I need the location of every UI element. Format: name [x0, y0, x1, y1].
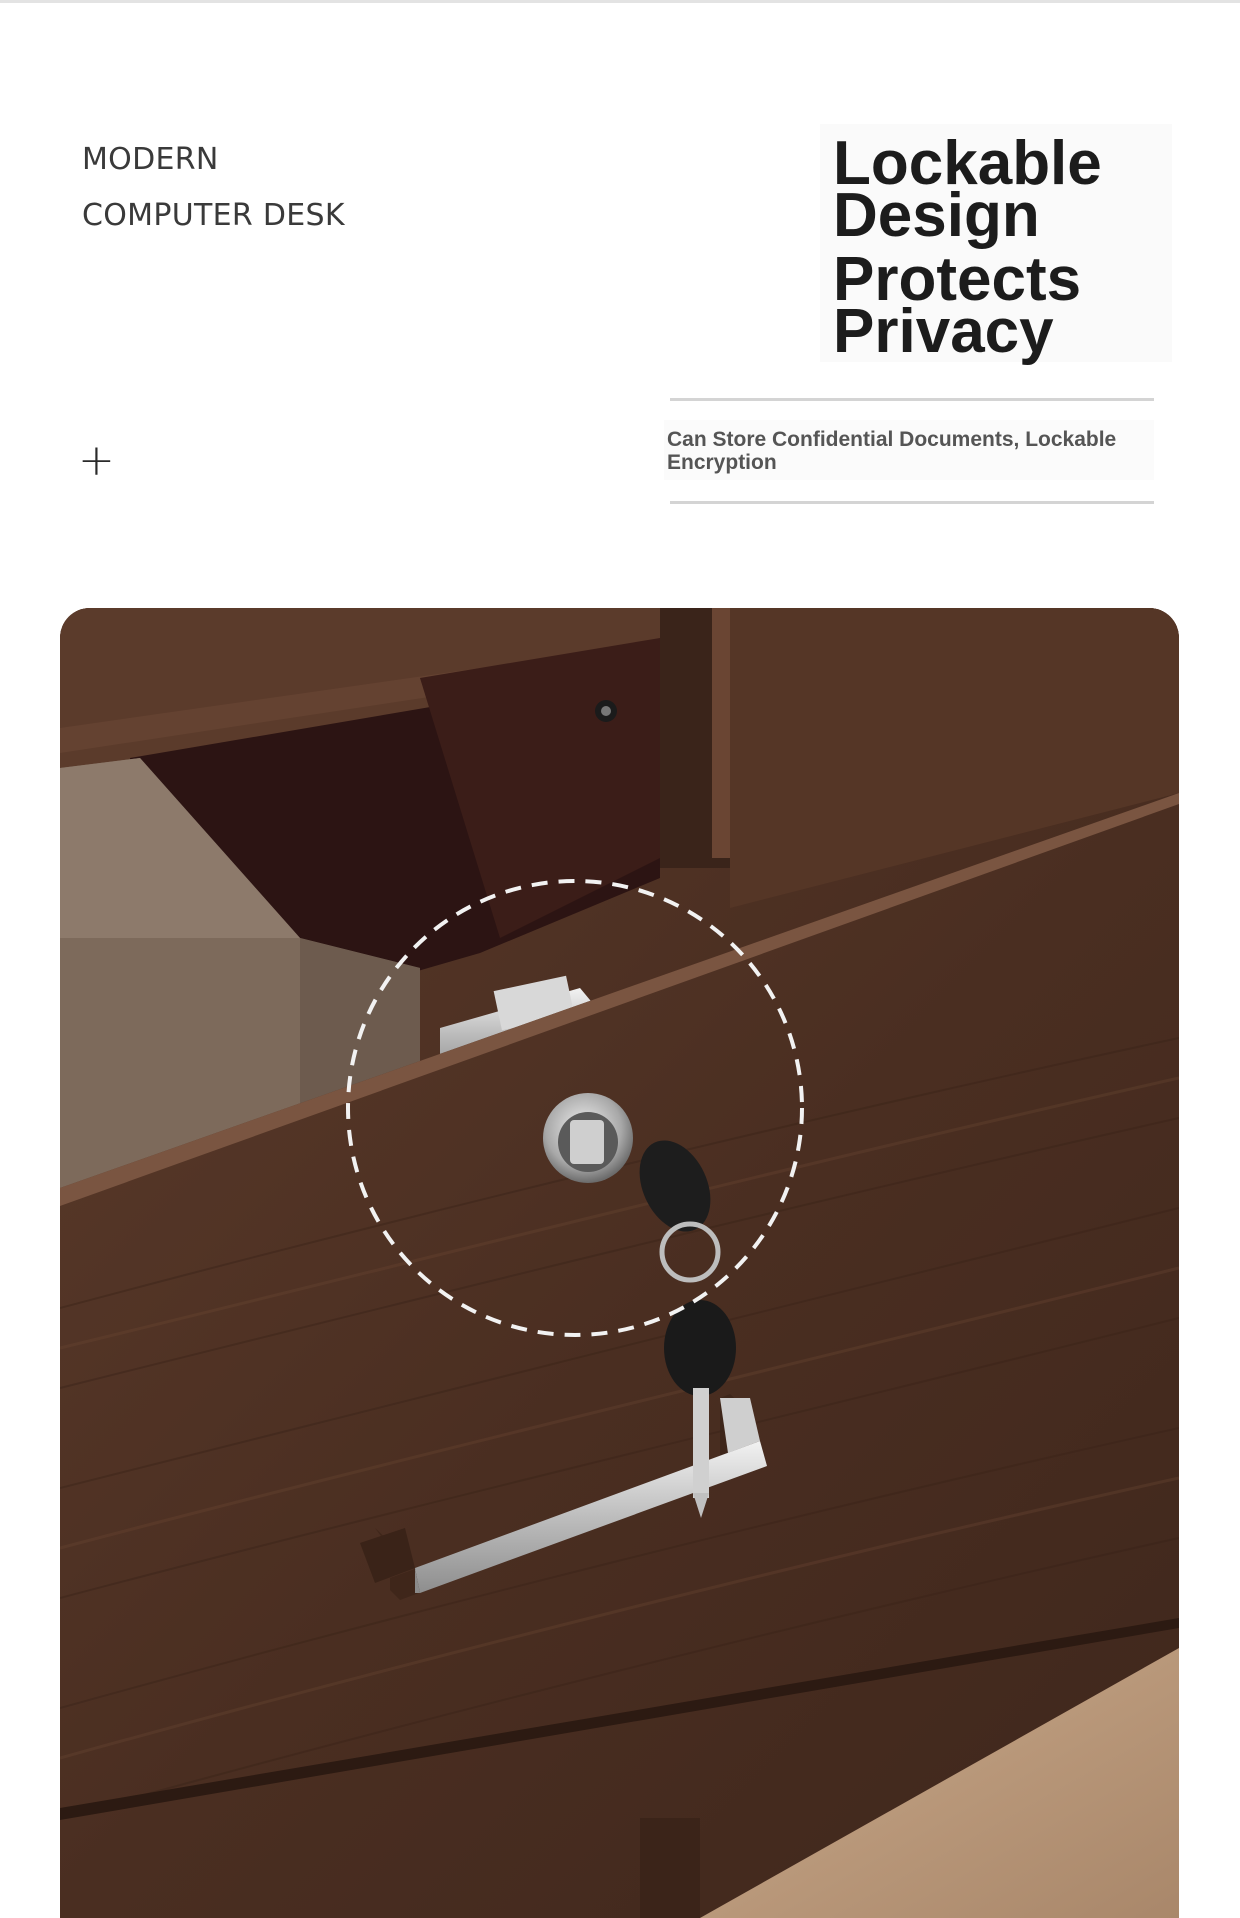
brand-line-1: MODERN — [82, 142, 219, 177]
brand-line-2: COMPUTER DESK — [82, 198, 345, 233]
product-photo — [60, 608, 1179, 1918]
subtitle-text: Can Store Confidential Documents, Lockable Encryption — [667, 428, 1117, 474]
headline-line-2: Design — [833, 181, 1040, 250]
headline-line-1: Lockable — [833, 129, 1102, 198]
top-divider — [0, 0, 1240, 3]
brand-title — [82, 132, 345, 244]
headline-line-4: Privacy — [833, 297, 1054, 366]
subtitle-rule-top — [670, 398, 1154, 401]
headline — [833, 129, 1102, 366]
subtitle-rule-bottom — [670, 501, 1154, 504]
headline-line-3: Protects — [833, 245, 1082, 314]
plus-icon: + — [78, 435, 115, 486]
